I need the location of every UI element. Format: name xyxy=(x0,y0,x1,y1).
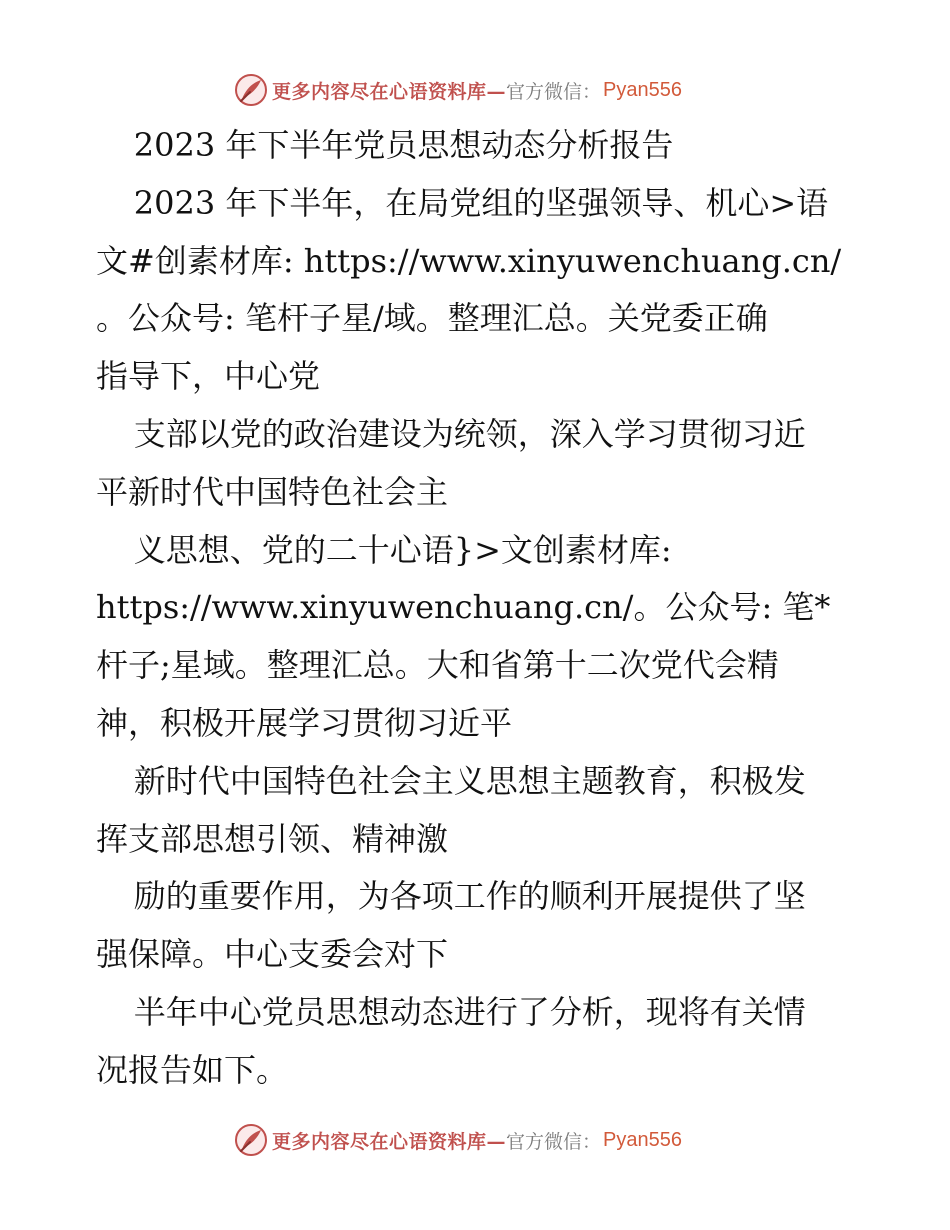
banner-text: 更多内容尽在心语资料库— xyxy=(272,1130,507,1153)
text-line: 新时代中国特色社会主义思想主题教育，积极发 xyxy=(133,761,806,800)
text-line: 指导下，中心党 xyxy=(96,357,321,396)
text-line: https://www.xinyuwenchuang.cn/。公众号: 笔* xyxy=(96,588,831,627)
paragraph xyxy=(96,522,886,753)
text-line: 文#创素材库: https://www.xinyuwenchuang.cn/ xyxy=(96,241,842,280)
paragraph xyxy=(96,868,886,984)
text-line: 神，积极开展学习贯彻习近平 xyxy=(96,703,513,742)
footer-banner xyxy=(234,1123,682,1157)
banner-wechat-id: Pyan556 xyxy=(603,1128,682,1151)
text-line: 杆子;星域。整理汇总。大和省第十二次党代会精 xyxy=(96,646,779,685)
paragraph xyxy=(96,753,886,869)
text-line: 挥支部思想引领、精神激 xyxy=(96,819,449,858)
feather-logo-icon xyxy=(234,73,268,107)
text-line: 半年中心党员思想动态进行了分析，现将有关情 xyxy=(133,992,806,1031)
paragraph xyxy=(96,984,886,1100)
text-line: 2023 年下半年，在局党组的坚强领导、机心>语 xyxy=(133,183,829,222)
document-body xyxy=(96,117,886,1100)
text-line: 励的重要作用，为各项工作的顺利开展提供了坚 xyxy=(133,877,806,916)
banner-text: 更多内容尽在心语资料库— xyxy=(272,80,507,103)
text-line: 况报告如下。 xyxy=(96,1050,289,1089)
paragraph xyxy=(96,175,886,406)
text-line: 。公众号: 笔杆子星/域。整理汇总。关党委正确 xyxy=(96,299,768,338)
document-title xyxy=(96,117,886,175)
banner-wechat-id: Pyan556 xyxy=(603,78,682,101)
text-line: 支部以党的政治建设为统领，深入学习贯彻习近 xyxy=(133,414,806,453)
header-banner xyxy=(234,73,682,107)
banner-wechat-label: 官方微信： xyxy=(506,80,602,103)
feather-logo-icon xyxy=(234,1123,268,1157)
text-line: 义思想、党的二十心语}>文创素材库: xyxy=(133,530,672,569)
text-line: 平新时代中国特色社会主 xyxy=(96,472,449,511)
text-line: 强保障。中心支委会对下 xyxy=(96,935,449,974)
banner-wechat-label: 官方微信： xyxy=(506,1130,602,1153)
text-line: 2023 年下半年党员思想动态分析报告 xyxy=(133,126,674,164)
paragraph xyxy=(96,406,886,522)
